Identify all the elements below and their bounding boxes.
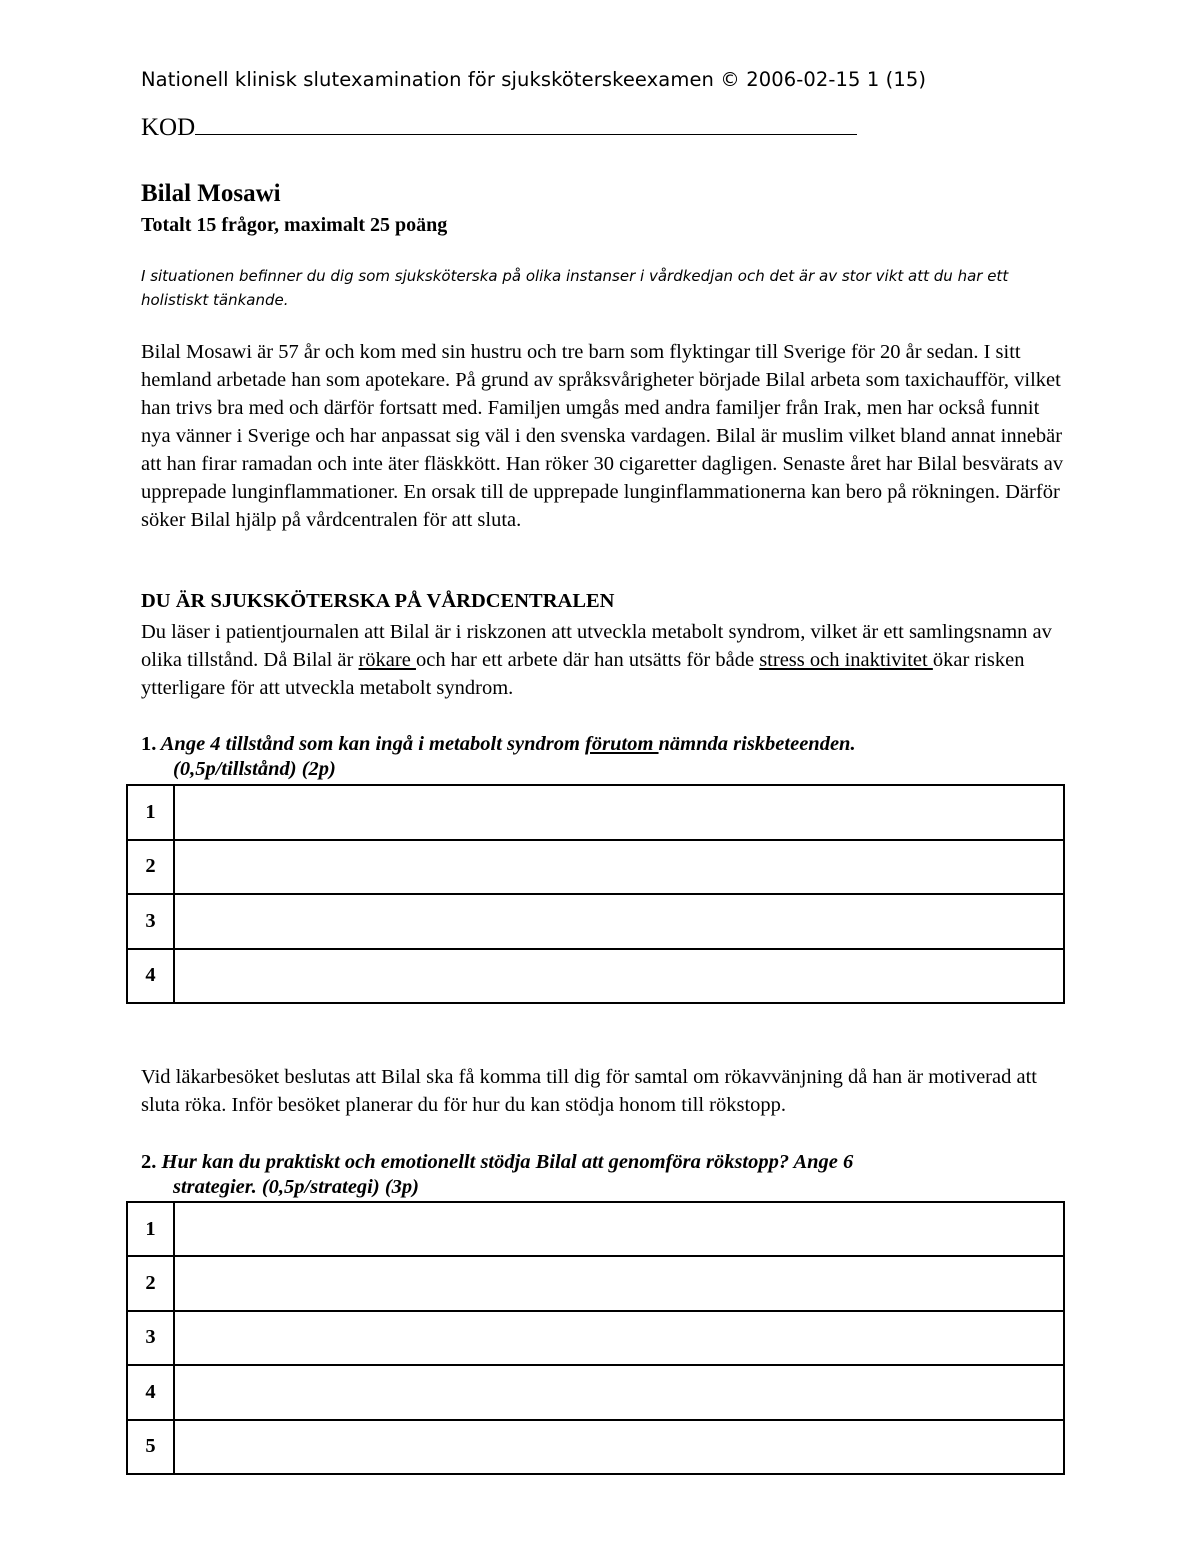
table-row [127, 840, 1064, 895]
section-text-2: och har ett arbete där han utsätts för både [415, 649, 760, 671]
question-2-number: 2. [141, 1151, 157, 1173]
answer-table-2 [126, 1201, 1065, 1475]
section-underlined-1: rökare [358, 649, 416, 671]
row-number: 1 [127, 1202, 174, 1256]
kod-field [141, 112, 857, 142]
table-row [127, 1256, 1064, 1310]
question-1-text-a: Ange 4 tillstånd som kan ingå i metabolt syndrom [156, 733, 586, 755]
answer-table-1 [126, 784, 1065, 1004]
answer-cell[interactable] [174, 1420, 1064, 1474]
row-number: 1 [127, 785, 174, 840]
intro-note: I situationen befinner du dig som sjuksköterska på olika instanser i vårdkedjan och det är av stor vikt att du har ett holistiskt tänkande. [141, 267, 1009, 309]
table-row [127, 1202, 1064, 1256]
question-2-points: strategier. (0,5p/strategi) (3p) [173, 1176, 419, 1198]
row-number: 5 [127, 1420, 174, 1474]
question-1-points: (0,5p/tillstånd) (2p) [173, 758, 336, 780]
row-number: 2 [127, 1256, 174, 1310]
question-2 [141, 1150, 1041, 1200]
section-underlined-2: stress och inaktivitet [759, 649, 933, 671]
answer-cell[interactable] [174, 894, 1064, 949]
table-row [127, 1311, 1064, 1365]
question-1 [141, 732, 1041, 782]
table-row [127, 1365, 1064, 1419]
row-number: 2 [127, 840, 174, 895]
kod-line[interactable] [195, 112, 857, 135]
table-row [127, 1420, 1064, 1474]
answer-cell[interactable] [174, 785, 1064, 840]
answer-cell[interactable] [174, 1311, 1064, 1365]
table-row [127, 785, 1064, 840]
question-2-text: Hur kan du praktiskt och emotionellt stödja Bilal att genomföra rökstopp? Ange 6 [156, 1151, 854, 1173]
kod-label: KOD [141, 114, 196, 141]
row-number: 3 [127, 1311, 174, 1365]
table-row [127, 949, 1064, 1004]
section-paragraph [141, 618, 1071, 702]
case-paragraph: Bilal Mosawi är 57 år och kom med sin hustru och tre barn som flyktingar till Sverige för 20 år sedan. I sitt hemland arbetade han som apotekare. På grund av språksvårigheter började Bilal arbeta som taxichaufför, vilket han trivs bra med och därför fortsatt med. Familjen umgås med andra familjer från Irak, men har också funnit nya vänner i Sverige och har anpassat sig väl i den svenska vardagen. Bilal är muslim vilket bland annat innebär att han firar ramadan och inte äter fläskkött. Han röker 30 cigaretter dagligen. Senaste året har Bilal besvärats av upprepade lunginflammationer. En orsak till de upprepade lunginflammationerna kan bero på rökningen. Därför söker Bilal hjälp på vårdcentralen för att sluta. [141, 341, 1064, 531]
page-header: Nationell klinisk slutexamination för sjuksköterskeexamen © 2006-02-15 1 (15) [141, 68, 927, 91]
case-title: Bilal Mosawi [141, 180, 281, 207]
row-number: 4 [127, 1365, 174, 1419]
section-text-1: Du läser i patientjournalen att Bilal är i riskzonen att utveckla metabolt syndrom, vilket är ett samlingsnamn av olika tillstånd. Då Bilal är [141, 621, 1052, 671]
question-1-number: 1. [141, 733, 157, 755]
table-row [127, 894, 1064, 949]
answer-cell[interactable] [174, 949, 1064, 1004]
answer-cell[interactable] [174, 1256, 1064, 1310]
case-subtitle: Totalt 15 frågor, maximalt 25 poäng [141, 214, 448, 236]
answer-cell[interactable] [174, 1365, 1064, 1419]
section-heading: DU ÄR SJUKSKÖTERSKA PÅ VÅRDCENTRALEN [141, 590, 615, 612]
answer-cell[interactable] [174, 840, 1064, 895]
row-number: 3 [127, 894, 174, 949]
section-text-3: ökar risken ytterligare för att utveckla metabolt syndrom. [141, 649, 1025, 699]
answer-cell[interactable] [174, 1202, 1064, 1256]
question-1-underlined: förutom [585, 733, 659, 755]
question-1-text-b: nämnda riskbeteenden. [658, 733, 856, 755]
row-number: 4 [127, 949, 174, 1004]
followup-paragraph: Vid läkarbesöket beslutas att Bilal ska få komma till dig för samtal om rökavvänjning då han är motiverad att sluta röka. Inför besöket planerar du för hur du kan stödja honom till rökstopp. [141, 1066, 1037, 1116]
